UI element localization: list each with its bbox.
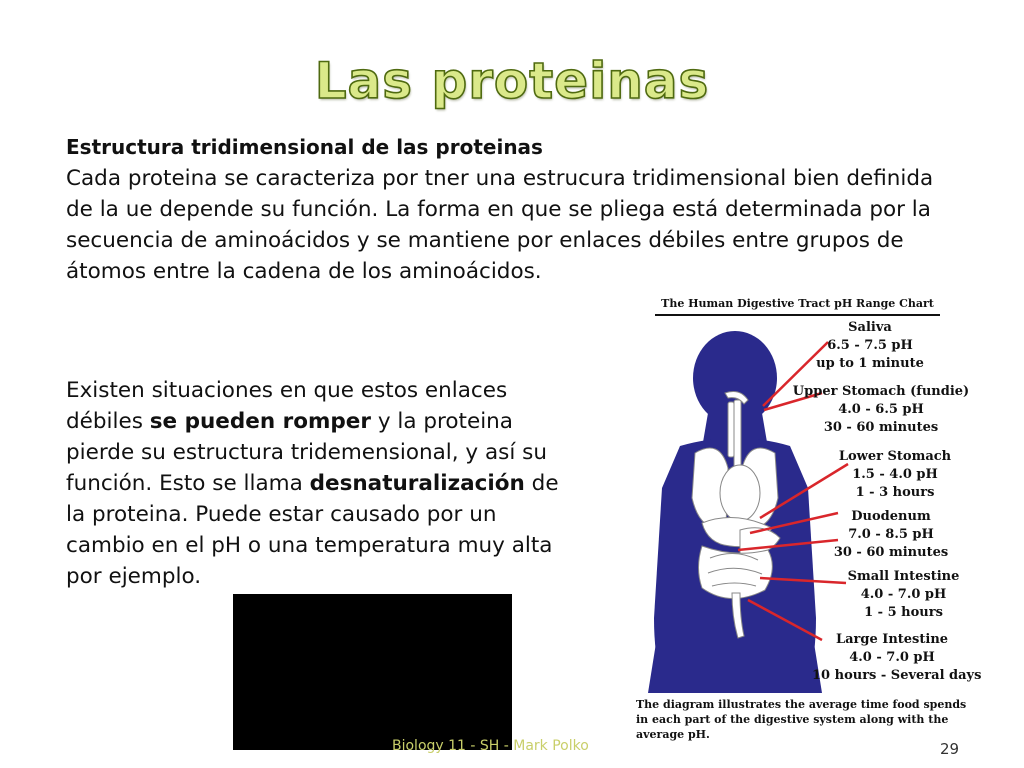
embedded-video[interactable] xyxy=(233,594,512,750)
text-part: Existen situaciones en que estos enlaces débiles xyxy=(66,378,508,434)
section-subtitle: Estructura tridimensional de las proteinas xyxy=(66,135,543,159)
stage-time: 30 - 60 minutes xyxy=(823,420,939,435)
figure-title-underline xyxy=(655,314,940,316)
stage-large-intestine xyxy=(812,631,982,685)
stage-duodenum xyxy=(826,508,956,562)
stage-ph: 4.0 - 7.0 pH xyxy=(849,650,935,665)
stage-name: Small Intestine xyxy=(847,569,960,584)
slide-footer: Biology 11 - SH - Mark Polko xyxy=(392,738,589,754)
stage-time: up to 1 minute xyxy=(816,356,924,371)
section-body: Cada proteina se caracteriza por tner una estrucura tridimensional bien definida de la ue depende su función. La forma en que se pliega está determinada por la secuencia de aminoácidos y se mantiene por enlaces débiles entre grupos de átomos entre la cadena de los aminoácidos. xyxy=(66,166,934,284)
stage-time: 1 - 3 hours xyxy=(855,485,935,500)
stage-name: Upper Stomach (fundie) xyxy=(792,384,970,399)
bold-term: desnaturalización xyxy=(309,471,525,496)
stage-saliva xyxy=(790,319,950,373)
stage-ph: 4.0 - 7.0 pH xyxy=(860,587,947,602)
section-structure xyxy=(66,132,966,287)
stage-name: Duodenum xyxy=(851,509,931,524)
stage-time: 1 - 5 hours xyxy=(864,605,943,620)
bold-phrase: se pueden romper xyxy=(149,409,371,434)
stage-time: 30 - 60 minutes xyxy=(833,545,949,560)
page-number: 29 xyxy=(940,740,960,758)
stage-ph: 1.5 - 4.0 pH xyxy=(852,467,938,482)
stage-small-intestine xyxy=(836,568,971,622)
stage-lower-stomach xyxy=(830,448,960,502)
stage-name: Large Intestine xyxy=(835,632,949,647)
figure-caption: The diagram illustrates the average time food spends in each part of the digestive system along with the average pH. xyxy=(636,698,967,741)
slide-title: Las proteinas xyxy=(314,52,710,110)
stage-ph: 4.0 - 6.5 pH xyxy=(838,402,924,417)
text-part: y la proteina pierde su estructura tridemensional, y así su función. Esto se llama xyxy=(66,409,547,496)
text-part: de la proteina. Puede estar causado por un cambio en el pH o una temperatura muy alta por ejemplo. xyxy=(66,471,559,589)
stage-name: Saliva xyxy=(848,320,892,335)
stage-ph: 6.5 - 7.5 pH xyxy=(827,338,913,353)
figure-title: The Human Digestive Tract pH Range Chart xyxy=(661,297,934,310)
stage-ph: 7.0 - 8.5 pH xyxy=(848,527,934,542)
stage-time: 10 hours - Several days xyxy=(812,668,982,683)
stage-upper-stomach xyxy=(786,383,976,437)
stage-name: Lower Stomach xyxy=(838,449,952,464)
section-denaturation xyxy=(66,375,566,592)
